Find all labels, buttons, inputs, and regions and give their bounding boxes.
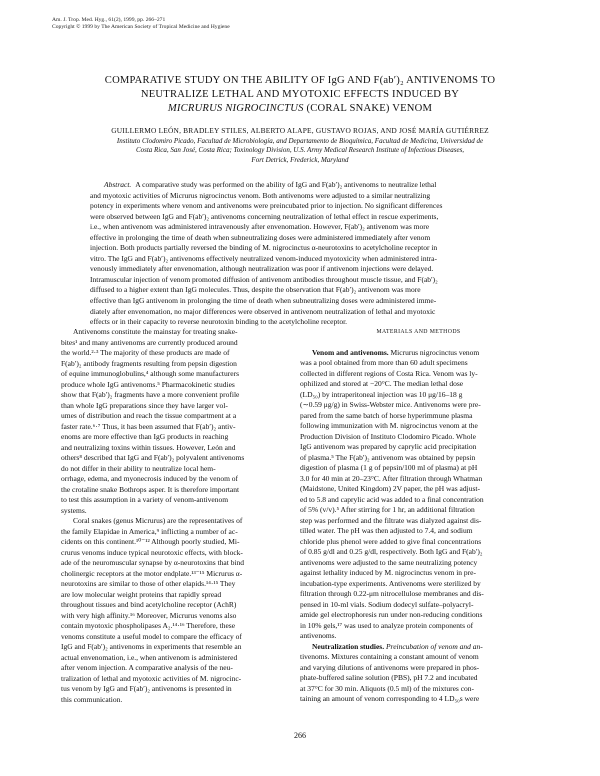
affiliation-line-2: Costa Rica, San José, Costa Rica; Toxinology Division, U.S. Army Medical Research Institute of Infectious Diseases, <box>135 146 465 155</box>
intro-paragraph-1 <box>61 327 298 516</box>
author-names: GUILLERMO LEÓN, BRADLEY STILES, ALBERTO ALAPE, GUSTAVO ROJAS, AND JOSÉ MARÍA GUTIÉRREZ <box>111 126 489 135</box>
journal-header <box>52 17 230 31</box>
text-line <box>300 642 537 653</box>
text-line: (LD₅₀) by intraperitoneal injection was 10 μg/16–18 g <box>300 389 463 399</box>
title-line-3-rest: (CORAL SNAKE) VENOM <box>303 103 433 114</box>
text-line: F(ab′)₂ antibody fragments resulting from pepsin digestion <box>61 358 237 368</box>
text-line: antivenoms were adjusted to the same neutralizing potency <box>300 557 478 567</box>
text-line: are low molecular weight proteins that rapidly spread <box>61 589 222 599</box>
text-line: contain myotoxic phospholipases A₂.¹⁴·¹⁶ Therefore, these <box>61 621 236 630</box>
abstract-line: effective than IgG antivenom in prolonging the time of death when subneutralizing doses were administered imme- <box>90 296 437 306</box>
text-line: (∼0.59 μg/g) in Swiss-Webster mice. Antivenoms were pre- <box>300 400 481 409</box>
journal-copyright: Copyright © 1999 by The American Society of Tropical Medicine and Hygiene <box>52 24 230 30</box>
text-line: cholinergic receptors at the motor endplate.¹³⁻¹⁵ Micrurus α- <box>61 568 243 578</box>
title-line-2: NEUTRALIZE LETHAL AND MYOTOXIC EFFECTS INDUCED BY <box>140 89 460 100</box>
text-line: and neutralizing toxins within tissues. However, León and <box>61 442 236 452</box>
text-line: the crotaline snake Bothrops asper. It is therefore important <box>61 484 240 494</box>
text-line: step was performed and the filtrate was dialyzed against dis- <box>300 515 482 525</box>
text-line: IgG antivenom was prepared by caprylic acid precipitation <box>300 442 477 451</box>
text-line: (Maidstone, United Kingdom) 2V paper, the pH was adjust- <box>300 484 480 493</box>
neutralization-subheading: Neutralization studies. <box>312 641 385 651</box>
materials-methods-heading: MATERIALS AND METHODS <box>376 329 461 335</box>
text-line: chloride plus phenol were added to give final concentrations <box>300 536 482 546</box>
text-line: the world.²·³ The majority of these products are made of <box>61 348 230 357</box>
right-column <box>300 327 537 705</box>
venom-subheading: Venom and antivenoms. <box>312 347 389 357</box>
text-line: tralization of lethal and myotoxic activities of M. nigrocinc- <box>61 673 242 683</box>
text-line: show that F(ab′)₂ fragments have a more convenient profile <box>61 390 240 399</box>
text-line: bites¹ and many antivenoms are currently produced around <box>61 337 238 347</box>
text-line: antivenoms. <box>300 631 337 640</box>
text-line: faster rate.⁶·⁷ Thus, it has been assumed that F(ab′)₂ antiv- <box>61 421 236 431</box>
text-line: orrhage, edema, and myonecrosis induced by the venom of <box>61 474 239 483</box>
text-line: IgG and F(ab′)₂ antivenoms in experiments that resemble an <box>61 642 242 651</box>
title-line-1: COMPARATIVE STUDY ON THE ABILITY OF IgG AND F(ab′)₂ ANTIVENOMS TO <box>104 75 496 86</box>
text-line: actual envenomation, i.e., when antivenom is administered <box>61 652 238 662</box>
text-line: ophilized and stored at −20°C. The median lethal dose <box>300 379 464 388</box>
text-line: following immunization with M. nigrocinctus venom at the <box>300 421 478 430</box>
page-number: 266 <box>294 731 306 740</box>
title-line-3 <box>60 102 540 116</box>
text-line: Antivenoms constitute the mainstay for treating snake- <box>73 327 238 336</box>
abstract-line: were observed between IgG and F(ab′)₂ antivenoms concerning neutralization of lethal effect in rescue experiments, <box>90 211 439 221</box>
abstract-line: diately after envenomation, no major differences were observed in antivenom neutralization of lethal and myotoxic <box>90 306 436 316</box>
abstract-first-line <box>90 180 520 191</box>
text-line: pared from the same batch of horse hyperimmune plasma <box>300 410 473 420</box>
text-line: phate-buffered saline solution (PBS), pH 7.2 and incubated <box>300 673 478 682</box>
text-line: collected in different regions of Costa Rica. Venom was ly- <box>300 368 478 378</box>
abstract-line: effective in prolonging the time of death when subneutralizing doses were administered immediately after venom <box>90 232 431 242</box>
text-line: 3.0 for 40 min at 20–23°C. After filtration through Whatman <box>300 473 483 483</box>
text-line: this communication. <box>61 694 123 704</box>
abstract-line: A comparative study was performed on the ability of IgG and F(ab′)₂ antivenoms to neutralize lethal <box>135 180 437 189</box>
intro-paragraph-2 <box>61 516 298 705</box>
text-line: of equine immunoglobulins,⁴ although some manufacturers <box>61 369 239 378</box>
abstract <box>90 180 520 328</box>
text-line: of plasma.⁵ The F(ab′)₂ antivenom was obtained by pepsin <box>300 452 476 462</box>
text-line: in 10% gels,¹⁷ was used to analyze protein components of <box>300 620 474 630</box>
abstract-line: potency in experiments where venom and antivenoms were preincubated prior to injection. No significant differences <box>90 201 443 211</box>
text-line: with very high affinity.¹⁶ Moreover, Micrurus venoms also <box>61 610 237 620</box>
abstract-line: Intramuscular injection of venom promoted diffusion of antivenom antibodies throughout muscle tissue, and F(ab′)₂ <box>90 274 438 284</box>
text-line: the family Elapidae in America,⁹ inflicting a number of ac- <box>61 526 238 536</box>
text-line: tivenoms. Mixtures containing a constant amount of venom <box>300 652 479 661</box>
abstract-line: and myotoxic activities of Micrurus nigrocinctus venom. Both antivenoms were adjusted to a similar neutralizing <box>90 190 431 200</box>
text-line-rest: Micrurus nigrocinctus venom <box>388 347 480 357</box>
neutralization-paragraph <box>300 642 537 705</box>
text-line: pensed in 10-ml vials. Sodium dodecyl sulfate–polyacryl- <box>300 599 474 609</box>
text-line: others⁸ described that IgG and F(ab′)₂ polyvalent antivenoms <box>61 453 245 462</box>
text-line: ade of the neuromuscular synapse by α-neurotoxins that bind <box>61 558 245 567</box>
text-line: throughout tissues and bind acetylcholine receptor (AchR) <box>61 600 237 609</box>
abstract-line: venously immediately after envenomation, although neutralization was poor if antivenom injections were delayed. <box>90 264 434 274</box>
text-line: neurotoxins are similar to those of other elapids.¹⁴·¹⁵ They <box>61 579 236 588</box>
text-line: taining an amount of venom corresponding to 4 LD₅₀s were <box>300 694 480 703</box>
text-line: ed to 5.8 and caprylic acid was added to a final concentration <box>300 494 484 504</box>
text-line: digestion of plasma (1 g of pepsin/100 ml of plasma) at pH <box>300 463 478 472</box>
text-line-rest: Preincubation of venom and an- <box>384 641 483 651</box>
text-line: venoms constitute a useful model to compare the efficacy of <box>61 631 242 641</box>
text-line: Coral snakes (genus Micrurus) are the representatives of <box>73 516 243 525</box>
text-line: of 5% (v/v).⁵ After stirring for 1 hr, an additional filtration <box>300 505 475 514</box>
text-line: systems. <box>61 505 87 515</box>
abstract-line: i.e., when antivenom was administered intravenously after envenomation. However, F(ab′)₂ antivenom was more <box>90 222 430 232</box>
affiliation-line-3: Fort Detrick, Frederick, Maryland <box>251 155 349 164</box>
text-line: cidents on this continent.¹⁰⁻¹² Although poorly studied, Mi- <box>61 537 240 546</box>
text-line: crurus venoms induce typical neurotoxic effects, with block- <box>61 547 243 557</box>
journal-citation: Am. J. Trop. Med. Hyg., 61(2), 1999, pp. 266–271 <box>52 17 166 23</box>
text-line: enoms are more effective than IgG products in reaching <box>61 432 229 441</box>
text-line: amide gel electrophoresis run under non-reducing conditions <box>300 610 483 619</box>
text-line: of 0.85 g/dl and 0.25 g/dl, respectively. Both IgG and F(ab′)₂ <box>300 547 483 556</box>
text-line: and varying dilutions of antivenoms were prepared in phos- <box>300 662 480 672</box>
venom-paragraph <box>300 348 537 642</box>
text-line: do not differ in their ability to neutralize local hem- <box>61 463 216 473</box>
text-line: filtration through 0.22-μm nitrocellulose membranes and dis- <box>300 589 484 598</box>
abstract-line: injection. Both products partially reversed the binding of M. nigrocinctus α-neurotoxins to acetylcholine receptor in <box>90 243 438 253</box>
abstract-line: diffused to a higher extent than IgG molecules. Thus, despite the observation that F(ab′)₂ antivenom was more <box>90 285 421 295</box>
text-line: tilled water. The pH was then adjusted to 7.4, and sodium <box>300 526 473 535</box>
text-line: to test this assumption in a variety of venom-antivenom <box>61 495 229 504</box>
text-line: than whole IgG preparations since they have larger vol- <box>61 400 228 410</box>
text-line: incubation-type experiments. Antivenoms were sterilized by <box>300 578 481 588</box>
text-line: was a pool obtained from more than 60 adult specimens <box>300 358 468 367</box>
text-line: tus venom by IgG and F(ab′)₂ antivenoms is presented in <box>61 684 232 693</box>
affiliation-line-1: Instituto Clodomiro Picado, Facultad de Microbiología, and Departamento de Bioquímica, Facultad de Medicina, Universidad de <box>116 136 484 145</box>
text-line <box>300 348 537 359</box>
title-species: MICRURUS NIGROCINCTUS <box>167 103 304 114</box>
article-title <box>60 74 540 116</box>
text-line: at 37°C for 30 min. Aliquots (0.5 ml) of the mixtures con- <box>300 683 475 693</box>
author-block <box>60 126 540 165</box>
abstract-label: Abstract. <box>104 180 132 189</box>
text-line: after venom injection. A comparative analysis of the neu- <box>61 663 233 672</box>
text-line: Production Division of Instituto Clodomiro Picado. Whole <box>300 431 476 441</box>
abstract-line: vitro. The IgG and F(ab′)₂ antivenoms effectively neutralized venom-induced myotoxicity when administered intra- <box>90 253 437 263</box>
text-line: against lethality induced by M. nigrocinctus venom in pre- <box>300 568 477 577</box>
left-column <box>61 327 298 705</box>
abstract-line: effects or in their capacity to reverse neurotoxin binding to the acetylcholine receptor. <box>90 317 348 327</box>
text-line: umes of distribution and reach the tissue compartment at a <box>61 411 237 420</box>
text-line: produce whole IgG antivenoms.⁵ Pharmacokinetic studies <box>61 379 235 389</box>
